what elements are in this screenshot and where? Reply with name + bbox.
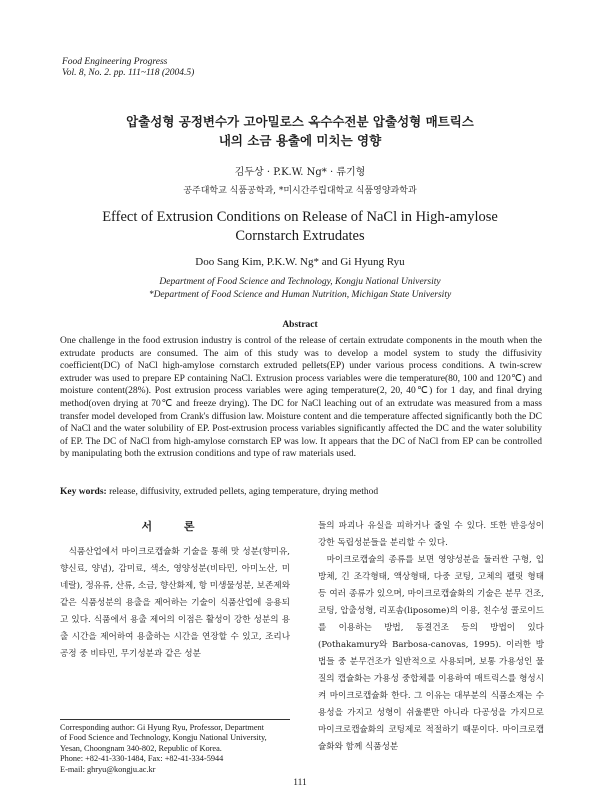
footnote-line-4: Phone: +82-41-330-1484, Fax: +82-41-334-5944: [60, 754, 224, 764]
english-affiliations: [0, 276, 600, 302]
korean-title-line-1: 압출성형 공정변수가 고아밀로스 옥수수전분 압출성형 매트릭스: [126, 114, 474, 129]
footnote-line-1: Corresponding author: Gi Hyung Ryu, Professor, Department: [60, 723, 264, 732]
english-authors: Doo Sang Kim, P.K.W. Ng* and Gi Hyung Ryu: [195, 256, 405, 268]
keywords-label: Key words:: [60, 487, 107, 497]
journal-volume: Vol. 8, No. 2. pp. 111~118 (2004.5): [62, 68, 195, 78]
corresponding-author-footnote: [60, 723, 294, 775]
intro-heading: 서 론: [141, 520, 209, 533]
korean-author-names: 김두상 · P.K.W. Ng* · 류기형: [234, 167, 366, 178]
footnote-divider: [60, 719, 290, 720]
intro-right-column: [318, 518, 544, 756]
korean-title: [0, 112, 600, 150]
korean-title-line-2: 내의 소금 용출에 미치는 영향: [218, 133, 382, 148]
abstract-text: One challenge in the food extrusion industry is control of the release of certain extrudate components in the mouth when the extrudate products are consumed. The aim of this study was to develop a model system to study the diffusivity coefficient(DC) of NaCl high-amylose cornstarch extruded pellets(EP) under various process conditions. A twin-screw extruder was used to prepare EP containing NaCl. Extrusion process variables were die temperature(80, 100 and 120℃) and moisture content(28%). Post extrusion process variables were aging temperature(2, 20, 40℃) for 1 day, and final drying method(oven drying at 70℃ and freeze drying). The DC for NaCl leaching out of an extrudate was measured from a mass transfer model developed from Crank's diffusion law. Moisture content and die temperature affected significantly both the DC of NaCl and the water solubility of EP. Post-extrusion process variables significantly affected the DC and the water solubility of EP. The DC of NaCl from high-amylose cornstarch EP was low. It appears that the DC of NaCl from EP can be controlled by manipulating both the extrusion conditions and type of raw materials used.: [60, 336, 542, 460]
intro-paragraph-2: 마이크로캡슐의 종류를 보면 영양성분을 둘러싼 구형, 입방체, 긴 조각형태, 액상형태, 다중 코팅, 고체의 펠릿 형태 등 여러 종류가 있으며, 마이크로캡슐화의 기술은 분무 건조, 코팅, 압출성형, 리포솜(liposome)의 이용, 친수성 콜로이드를 이용하는 방법, 동결건조 등의 방법이 있다(Pothakamury와 Barbosa-canovas, 1995). 이러한 방법들 중 분무건조가 일반적으로 사용되며, 보통 가용성인 물질의 캡슐화는 가용성 중합체를 이용하여 매트릭스를 형성시켜 마이크로캡슐화 한다. 그 이유는 대부분의 식품소재는 수용성을 가지고 성형이 쉬울뿐만 아니라 다공성을 가지므로 마이크로캡슐화의 코팅제로 적절하기 때문이다. 마이크로캡슐화와 함께 식품성분: [318, 555, 544, 752]
footnote-line-3: Yesan, Choongnam 340-802, Republic of Korea.: [60, 743, 222, 753]
korean-authors: [0, 164, 600, 200]
keywords: [60, 486, 542, 498]
journal-name: Food Engineering Progress: [62, 57, 168, 67]
intro-left-column: [60, 518, 290, 663]
keywords-text: release, diffusivity, extruded pellets, aging temperature, drying method: [109, 487, 379, 497]
affiliation-line-1: Department of Food Science and Technology, Kongju National University: [159, 277, 441, 287]
english-title-line-2: Cornstarch Extrudates: [235, 228, 365, 244]
korean-affiliation: 공주대학교 식품공학과, *미시간주립대학교 식품영양과학과: [183, 186, 417, 196]
english-title-line-1: Effect of Extrusion Conditions on Release of NaCl in High-amylose: [102, 209, 498, 225]
page-number: 111: [293, 778, 307, 788]
intro-paragraph-1-continued: 들의 파괴나 유실을 피하거나 줄일 수 있다. 또한 반응성이 강한 독립성분들을 분리할 수 있다.: [318, 521, 544, 548]
affiliation-line-2: *Department of Food Science and Human Nutrition, Michigan State University: [148, 290, 452, 300]
footnote-line-5: E-mail: ghryu@kongju.ac.kr: [60, 764, 156, 774]
journal-header: [62, 57, 194, 79]
footnote-line-2: of Food Science and Technology, Kongju National University,: [60, 733, 267, 743]
abstract-heading: Abstract: [282, 320, 318, 330]
english-title: [0, 208, 600, 246]
intro-paragraph-1: 식품산업에서 마이크로캡슐화 기술을 통해 맛 성분(향미유, 향신료, 양념), 감미료, 색소, 영양성분(비타민, 아미노산, 미네랄), 정유류, 산류, 소금, 향산화제, 항 미생물성분, 보존제와 같은 식품성분의 용출을 제어하는 기술이 식품산업에 응용되고 있다. 식품에서 용출 제어의 이점은 활성이 강한 성분의 용출 시간을 제어하여 용출하는 시간을 연장할 수 있고, 조리나 공정 중 비타민, 무기성분과 같은 성분: [60, 547, 290, 659]
